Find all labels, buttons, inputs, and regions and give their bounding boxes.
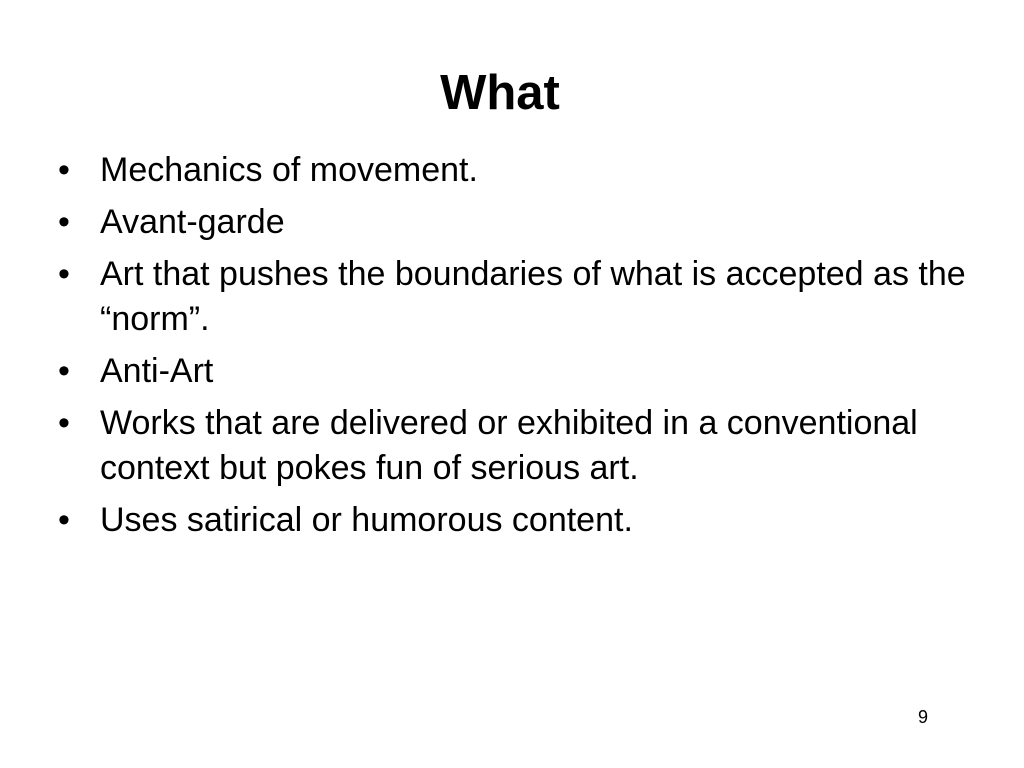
list-item bbox=[58, 498, 988, 543]
list-item bbox=[58, 349, 988, 394]
bullet-icon: • bbox=[58, 404, 70, 442]
bullet-text: Works that are delivered or exhibited in a conventional context but pokes fun of serious art. bbox=[100, 404, 918, 487]
bullet-icon: • bbox=[58, 255, 70, 293]
bullet-icon: • bbox=[58, 501, 70, 539]
list-item bbox=[58, 200, 988, 245]
bullet-text: Avant-garde bbox=[100, 203, 285, 241]
bullet-list bbox=[58, 148, 988, 550]
list-item bbox=[58, 252, 988, 342]
bullet-icon: • bbox=[58, 352, 70, 390]
list-item bbox=[58, 401, 988, 491]
page-number: 9 bbox=[918, 707, 929, 727]
bullet-text: Mechanics of movement. bbox=[100, 151, 478, 189]
bullet-icon: • bbox=[58, 203, 70, 241]
bullet-text: Anti-Art bbox=[100, 352, 214, 390]
list-item bbox=[58, 148, 988, 193]
slide-title: What bbox=[440, 66, 560, 120]
bullet-text: Art that pushes the boundaries of what is accepted as the “norm”. bbox=[100, 255, 966, 338]
bullet-text: Uses satirical or humorous content. bbox=[100, 501, 633, 539]
bullet-icon: • bbox=[58, 151, 70, 189]
